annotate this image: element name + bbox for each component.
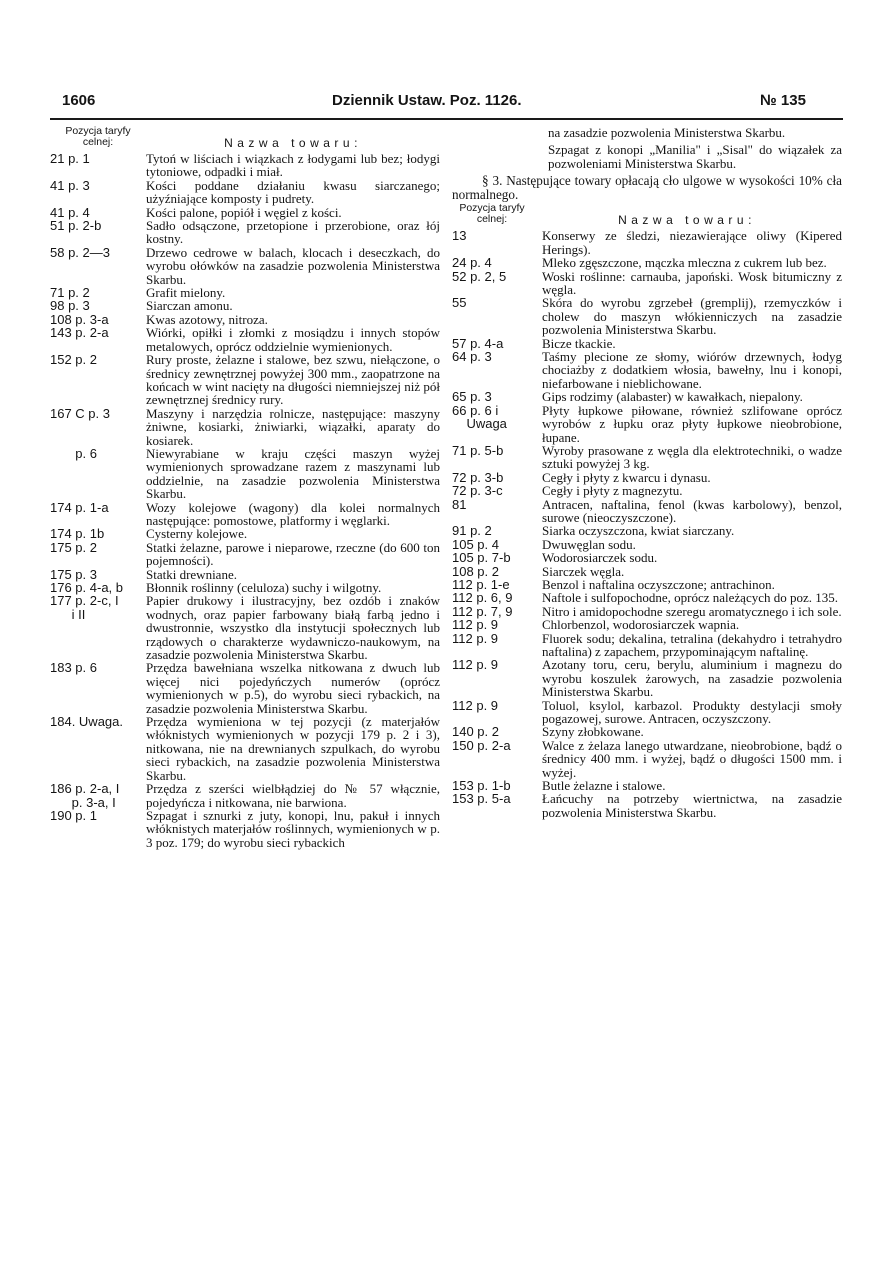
- goods-name: Butle żelazne i stalowe.: [542, 778, 666, 794]
- goods-name: Sadło odsączone, przetopione i przerobione, oraz łój kostny.: [146, 218, 440, 247]
- name-header: Nazwa towaru:: [224, 136, 362, 150]
- right-column: [452, 126, 842, 819]
- tariff-position: 58 p. 2—3: [50, 244, 110, 260]
- tariff-entry: [50, 219, 440, 246]
- right-entries: [452, 229, 842, 819]
- tariff-position: 176 p. 4-a, b: [50, 580, 123, 595]
- tariff-entry: [452, 551, 842, 564]
- goods-name: Statki żelazne, parowe i nieparowe, rzeczne (do 600 ton pojemności).: [146, 539, 440, 569]
- goods-name: Przędza wymieniona w tej pozycji (z materjałów włóknistych wymienionych w pozycji 179 p. 2 i 3), nitkowana, nie na drewnianych szpulkach, do wyrobu sieci rybackich, na zasadzie pozwolenia Ministerstwa Skarbu.: [146, 714, 440, 783]
- tariff-position: 183 p. 6: [50, 660, 97, 676]
- goods-name: Siarczan amonu.: [146, 298, 233, 314]
- tariff-entry: [452, 404, 842, 444]
- goods-name: Cysterny kolejowe.: [146, 526, 248, 542]
- tariff-entry: [452, 270, 842, 297]
- goods-name: Bicze tkackie.: [542, 335, 616, 351]
- goods-name: Chlorbenzol, wodorosiarczek wapnia.: [542, 617, 740, 633]
- tariff-position: 13: [452, 228, 467, 244]
- tariff-position: 91 p. 2: [452, 523, 492, 539]
- goods-name: Toluol, ksylol, karbazol. Produkty destylacji smoły pogazowej, surowe. Antracen, oczyszczony.: [542, 697, 842, 727]
- tariff-entry: [50, 447, 440, 501]
- tariff-entry: [50, 661, 440, 715]
- goods-name: Walce z żelaza lanego utwardzane, nieobrobione, bądź o średnicy 400 mm. i wyżej, bądź o długości 1500 mm. i wyżej.: [542, 737, 842, 780]
- tariff-position: 190 p. 1: [50, 807, 97, 823]
- goods-name: Szyny złobkowane.: [542, 724, 644, 740]
- goods-name: Siarczek węgla.: [542, 563, 625, 579]
- tariff-position: 72 p. 3-c: [452, 483, 503, 499]
- goods-name: Szpagat i sznurki z juty, konopi, lnu, pakuł i innych włóknistych materjałów roślinnych, wymienionych w p. 3 poz. 179; do wyrobu sieci rybackich: [146, 807, 440, 850]
- tariff-entry: [452, 618, 842, 631]
- journal-title: Dziennik Ustaw. Poz. 1126.: [332, 92, 522, 109]
- tariff-entry: [452, 390, 842, 403]
- section-paragraph: § 3. Następujące towary opłacają cło ulgowe w wysokości 10% cła normalnego.: [452, 173, 842, 202]
- tariff-entry: [50, 568, 440, 581]
- goods-name: Cegły i płyty z kwarcu i dynasu.: [542, 469, 711, 485]
- tariff-position: 184. Uwaga.: [50, 714, 123, 730]
- tariff-position: 177 p. 2-c, I i II: [50, 593, 119, 622]
- goods-name: Antracen, naftalina, fenol (kwas karbolowy), benzol, surowe (nieoczyszczone).: [542, 496, 842, 525]
- tariff-entry: [452, 538, 842, 551]
- issue-number: № 135: [760, 92, 806, 109]
- tariff-position: 105 p. 4: [452, 536, 499, 552]
- left-column: [50, 126, 440, 849]
- tariff-entry: [50, 313, 440, 326]
- tariff-entry: [452, 524, 842, 537]
- tariff-position: 112 p. 7, 9: [452, 603, 513, 619]
- tariff-position: 112 p. 9: [452, 657, 499, 673]
- tariff-entry: [50, 407, 440, 447]
- goods-name: Wyroby prasowane z węgla dla elektrotechniki, o wadze sztuki powyżej 3 kg.: [542, 442, 842, 472]
- tariff-entry: [452, 591, 842, 604]
- tariff-position: 175 p. 2: [50, 539, 97, 555]
- goods-name: Kwas azotowy, nitroza.: [146, 311, 268, 327]
- tariff-position: p. 6: [50, 445, 97, 461]
- goods-name: Woski roślinne: carnauba, japoński. Wosk bitumiczny z węgla.: [542, 268, 842, 298]
- left-entries: [50, 152, 440, 849]
- tariff-position: 143 p. 2-a: [50, 325, 109, 341]
- tariff-entry: [452, 229, 842, 256]
- right-column-header: [452, 203, 842, 227]
- goods-name: Tytoń w liściach i wiązkach z łodygami lub bez; łodygi tytoniowe, odpadki i miał.: [146, 151, 440, 180]
- goods-name: Kości palone, popiół i węgiel z kości.: [146, 204, 342, 220]
- tariff-position: 174 p. 1-a: [50, 499, 109, 515]
- tariff-position: 112 p. 9: [452, 697, 499, 713]
- continuation-text: na zasadzie pozwolenia Ministerstwa Skarbu.: [548, 125, 786, 140]
- tariff-entry: [50, 715, 440, 782]
- goods-name: Taśmy plecione ze słomy, wiórów drzewnych, łodyg chociażby z dodatkiem włosia, bawełny, lnu i konopi, niefarbowane i nieblichowane.: [542, 349, 842, 391]
- tariff-position: 71 p. 2: [50, 285, 90, 301]
- tariff-entry: [50, 594, 440, 661]
- tariff-entry: [50, 541, 440, 568]
- tariff-entry: [50, 527, 440, 540]
- tariff-entry: [452, 484, 842, 497]
- goods-name: Kości poddane działaniu kwasu siarczanego; użyźniające komposty i pudrety.: [146, 177, 440, 207]
- goods-name: Przędza bawełniana wszelka nitkowana z dwuch lub więcej nici pojedyńczych numerów (oprócz wymienionych w p.5), do wyrobu sieci rybackich, na zasadzie pozwolenia Ministerstwa Skarbu.: [146, 660, 440, 716]
- goods-name: Konserwy ze śledzi, niezawierające oliwy (Kipered Herings).: [542, 228, 842, 257]
- goods-name: Przędza z szerści wielbłądziej do № 57 włącznie, pojedyńcza i nitkowana, nie barwiona.: [146, 781, 440, 810]
- tariff-entry: [50, 246, 440, 286]
- position-header: Pozycja taryfy celnej:: [459, 202, 525, 226]
- tariff-position: 112 p. 1-e: [452, 576, 510, 592]
- goods-name: Wodorosiarczek sodu.: [542, 550, 658, 566]
- tariff-position: 98 p. 3: [50, 298, 90, 314]
- tariff-entry: [50, 809, 440, 849]
- tariff-entry: [452, 444, 842, 471]
- tariff-entry: [50, 581, 440, 594]
- tariff-position: 105 p. 7-b: [452, 550, 511, 566]
- tariff-entry: [452, 498, 842, 525]
- tariff-position: 81: [452, 496, 467, 512]
- tariff-position: 174 p. 1b: [50, 526, 105, 542]
- tariff-entry: [50, 326, 440, 353]
- tariff-position: 112 p. 9: [452, 617, 499, 633]
- page-number: 1606: [62, 92, 96, 109]
- tariff-position: 51 p. 2-b: [50, 218, 102, 234]
- tariff-entry: [452, 578, 842, 591]
- tariff-position: 112 p. 9: [452, 630, 499, 646]
- tariff-position: 140 p. 2: [452, 724, 499, 740]
- tariff-position: 153 p. 5-a: [452, 791, 511, 807]
- tariff-position: 150 p. 2-a: [452, 737, 511, 753]
- tariff-position: 64 p. 3: [452, 349, 492, 365]
- position-header: Pozycja taryfy celnej:: [65, 125, 131, 148]
- tariff-entry: [50, 179, 440, 206]
- goods-name: Grafit mielony.: [146, 285, 226, 301]
- goods-name: Maszyny i narzędzia rolnicze, następujące: maszyny żniwne, kosiarki, żniwiarki, wiązałki, aparaty do kosiarek.: [146, 405, 440, 448]
- continuation-entry: Szpagat z konopi „Manilia" i „Sisal" do wiązałek za pozwoleniami Ministerstwa Skarbu.: [548, 142, 842, 171]
- goods-name: Siarka oczyszczona, kwiat siarczany.: [542, 523, 735, 539]
- goods-name: Benzol i naftalina oczyszczone; antrachinon.: [542, 576, 775, 592]
- tariff-entry: [452, 792, 842, 819]
- goods-name: Mleko zgęszczone, mączka mleczna z cukrem lub bez.: [542, 255, 827, 271]
- goods-name: Gips rodzimy (alabaster) w kawałkach, niepalony.: [542, 389, 803, 405]
- tariff-position: 21 p. 1: [50, 151, 90, 166]
- tariff-position: 108 p. 3-a: [50, 311, 109, 327]
- goods-name: Niewyrabiane w kraju części maszyn wyżej wymienionych sprowadzane razem z maszynami lub oddzielnie, na zasadzie pozwolenia Ministerstwa Skarbu.: [146, 445, 440, 502]
- tariff-entry: [452, 565, 842, 578]
- tariff-entry: [50, 206, 440, 219]
- tariff-entry: [452, 296, 842, 336]
- tariff-position: 57 p. 4-a: [452, 335, 504, 351]
- goods-name: Naftole i sulfopochodne, oprócz należących do poz. 135.: [542, 590, 839, 606]
- tariff-entry: [50, 286, 440, 299]
- tariff-entry: [50, 299, 440, 312]
- tariff-entry: [452, 699, 842, 726]
- tariff-position: 71 p. 5-b: [452, 442, 504, 458]
- left-column-header: [50, 126, 440, 150]
- tariff-position: 186 p. 2-a, I p. 3-a, I: [50, 781, 120, 810]
- tariff-position: 55: [452, 295, 467, 311]
- tariff-position: 24 p. 4: [452, 255, 492, 271]
- tariff-position: 65 p. 3: [452, 389, 492, 405]
- tariff-position: 152 p. 2: [50, 352, 97, 368]
- goods-name: Statki drewniane.: [146, 566, 237, 582]
- tariff-entry: [452, 605, 842, 618]
- tariff-position: 41 p. 3: [50, 177, 90, 193]
- goods-name: Płyty łupkowe piłowane, również szlifowane oprócz wyrobów z łupku oraz płyty łupkowe nieobrobione, łupane.: [542, 402, 842, 445]
- tariff-entry: [50, 152, 440, 179]
- goods-name: Błonnik roślinny (celuloza) suchy i wilgotny.: [146, 580, 382, 595]
- goods-name: Papier drukowy i ilustracyjny, bez ozdób i znaków wodnych, oraz papier farbowany białą farbą jedno i dwustronnie, wszystko dla instytucji społecznych lub rządowych o charakterze wydawniczo-naukowym, na zasadzie pozwolenia Ministerstwa Skarbu.: [146, 593, 440, 663]
- goods-name: Fluorek sodu; dekalina, tetralina (dekahydro i tetrahydro naftalina) z zapachem, przypominającym naftalinę.: [542, 630, 842, 659]
- goods-name: Łańcuchy na potrzeby wiertnictwa, na zasadzie pozwolenia Ministerstwa Skarbu.: [542, 791, 842, 820]
- tariff-entry: [452, 739, 842, 779]
- tariff-entry: [452, 632, 842, 659]
- tariff-entry: [50, 353, 440, 407]
- tariff-entry: [452, 337, 842, 350]
- tariff-position: 41 p. 4: [50, 204, 90, 220]
- tariff-entry: [452, 256, 842, 269]
- goods-name: Drzewo cedrowe w balach, klocach i deseczkach, do wyrobu ołówków na zasadzie pozwolenia Ministerstwa Skarbu.: [146, 244, 440, 287]
- goods-name: Nitro i amidopochodne szeregu aromatycznego i ich sole.: [542, 603, 842, 619]
- tariff-entry: [452, 725, 842, 738]
- goods-name: Rury proste, żelazne i stalowe, bez szwu, niełączone, o średnicy zewnętrznej powyżej 300 mm., zaopatrzone na końcach w wint nacięty na długości niemniejszej niż pół zewnętrznej średnicy rury.: [146, 352, 440, 408]
- tariff-entry: [452, 658, 842, 698]
- tariff-position: 153 p. 1-b: [452, 778, 511, 794]
- tariff-entry: [452, 779, 842, 792]
- tariff-entry: [50, 501, 440, 528]
- tariff-position: 66 p. 6 i Uwaga: [452, 402, 507, 432]
- tariff-position: 72 p. 3-b: [452, 469, 504, 485]
- tariff-position: 52 p. 2, 5: [452, 268, 507, 284]
- tariff-entry: [452, 350, 842, 390]
- tariff-position: 108 p. 2: [452, 563, 499, 579]
- tariff-position: 175 p. 3: [50, 566, 97, 582]
- goods-name: Wiórki, opiłki i złomki z mosiądzu i innych stopów metalowych, oprócz oddzielnie wymienionych.: [146, 325, 440, 354]
- tariff-position: 112 p. 6, 9: [452, 590, 513, 606]
- goods-name: Wozy kolejowe (wagony) dla kolei normalnych następujące: pomostowe, platformy i węglarki.: [146, 499, 440, 528]
- tariff-entry: [50, 782, 440, 809]
- goods-name: Cegły i płyty z magnezytu.: [542, 483, 683, 499]
- page-header: [0, 92, 893, 116]
- goods-name: Skóra do wyrobu zgrzebeł (gremplij), rzemyczków i cholew do maszyn włókienniczych na zasadzie pozwolenia Ministerstwa Skarbu.: [542, 295, 842, 338]
- goods-name: Azotany toru, ceru, berylu, aluminium i magnezu do wyrobu koszulek żarowych, na zasadzie pozwolenia Ministerstwa Skarbu.: [542, 657, 842, 700]
- goods-name: Dwuwęglan sodu.: [542, 536, 636, 552]
- header-rule: [50, 118, 843, 120]
- tariff-position: 167 C p. 3: [50, 405, 110, 421]
- name-header: Nazwa towaru:: [618, 213, 756, 228]
- tariff-entry: [452, 471, 842, 484]
